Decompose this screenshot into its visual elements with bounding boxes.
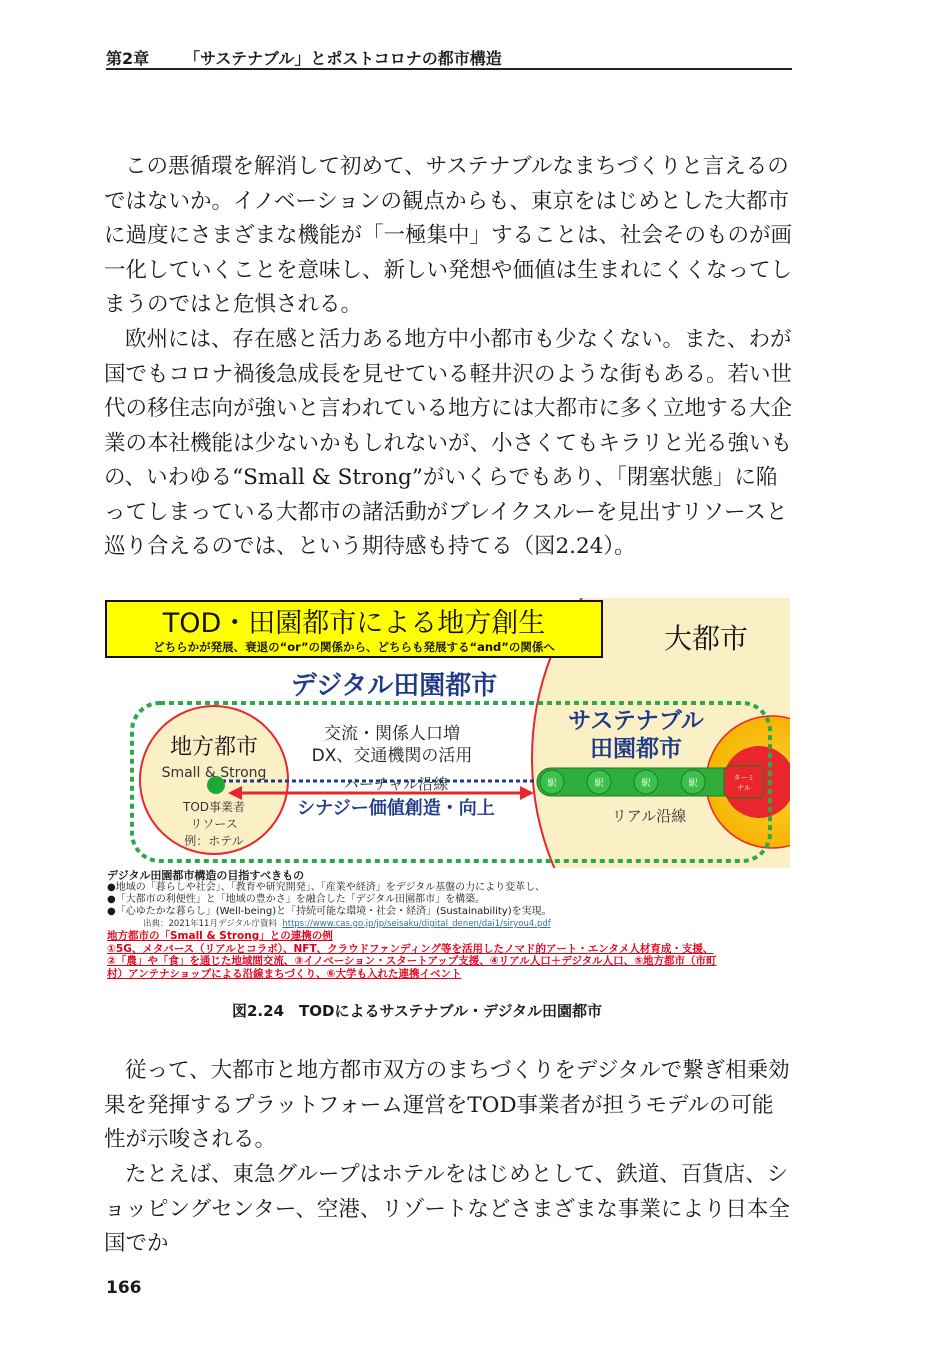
station-label-4: 駅: [688, 779, 698, 789]
local-city-label: 地方都市: [169, 735, 259, 760]
chapter-title: 「サステナブル」とポストコロナの都市構造: [184, 49, 502, 68]
station-label-3: 駅: [641, 779, 651, 789]
source-link[interactable]: https://www.cas.go.jp/jp/seisaku/digital_denen/dai1/siryou4.pdf: [282, 919, 551, 929]
goal-item-3: ●「心ゆたかな暮らし」(Well-being)と「持続可能な環境・社会・経済」(Sustainability)を実現。: [107, 906, 552, 917]
exchange-label-2: DX、交通機関の活用: [311, 746, 473, 766]
figure-title: TOD・田園都市による地方創生: [162, 608, 546, 639]
sustainable-label-2: 田園都市: [590, 736, 682, 762]
big-city-label: 大都市: [663, 622, 749, 655]
goals-heading: デジタル田園都市構造の目指すべきもの: [107, 869, 305, 882]
collab-line-1: ①5G、メタバース（リアルとコラボ）、NFT、クラウドファンディング等を活用したノマド的アート・エンタメ人材育成・支援、: [107, 942, 714, 955]
tod-label-3: 例：ホテル: [184, 834, 244, 848]
virtual-line-label: バーチャル沿線: [343, 775, 449, 793]
source-label: 出典：2021年11月デジタル庁資料: [143, 919, 277, 929]
source-note: [107, 918, 717, 930]
digital-label: デジタル田園都市: [290, 671, 498, 701]
sustainable-label-1: サステナブル: [568, 708, 704, 734]
real-line-label: リアル沿線: [611, 807, 687, 825]
figure-subtitle: どちらかが発展、衰退の“or”の関係から、どちらも発展する“and”の関係へ: [153, 640, 555, 654]
collab-line-3: 村）アンテナショップによる沿線まちづくり、⑥大学も入れた連携イベント: [107, 967, 462, 980]
synergy-label: シナジー価値創造・向上: [297, 798, 495, 819]
goal-item-1: ●地域の「暮らしや社会」、「教育や研究開発」、「産業や経済」をデジタル基盤の力により変革し、: [107, 882, 546, 893]
exchange-label-1: 交流・関係人口増: [324, 724, 460, 744]
body-paragraph-3: 従って、大都市と地方都市双方のまちづくりをデジタルで繋ぎ相乗効果を発揮するプラットフォーム運営をTOD事業者が担うモデルの可能性が示唆される。: [104, 1058, 790, 1152]
tod-label-2: リソース: [190, 817, 238, 831]
figure-2-24: [104, 598, 790, 988]
body-paragraph-2: 欧州には、存在感と活力ある地方中小都市も少なくない。また、わが国でもコロナ禍後急成長を見せている軽井沢のような街もある。若い世代の移住志向が強いと言われている地方には大都市に多く立地する大企業の本社機能は少ないかもしれないが、小さくてもキラリと光る強いもの、いわゆる“Small & Strong”がいくらでもあり、「閉塞状態」に陥ってしまっている大都市の諸活動がブレイクスルーを見出すリソースと巡り合えるのでは、という期待感も持てる（図2.24）。: [104, 327, 793, 559]
arrow-head-right: [520, 786, 534, 800]
running-header: [106, 44, 792, 70]
terminal-box: [724, 766, 764, 798]
collab-heading: 地方都市の「Small & Strong」との連携の例: [107, 930, 333, 942]
station-label-2: 駅: [594, 779, 604, 789]
terminal-label-1: ターミ: [733, 774, 755, 782]
body-paragraph-4: たとえば、東急グループはホテルをはじめとして、鉄道、百貨店、ショッピングセンター、空港、リゾートなどさまざまな事業により日本全国でか: [104, 1162, 790, 1256]
page-number: 166: [106, 1278, 142, 1298]
collab-line-2: ②「農」や「食」を通じた地域間交流、③イノベーション・スタートアップ支援、④リアル人口＋デジタル人口、⑤地方都市（市町: [107, 955, 717, 967]
figure-notes: [107, 870, 717, 980]
station-label-1: 駅: [547, 779, 557, 789]
goal-item-2: ●「大都市の利便性」と「地域の豊かさ」を融合した「デジタル田園都市」を構築。: [107, 894, 486, 905]
chapter-label: 第2章: [106, 49, 150, 68]
small-strong-label: Small & Strong: [161, 765, 267, 781]
figure-diagram: [104, 598, 790, 868]
tod-label-1: TOD事業者: [182, 800, 246, 814]
terminal-label-2: ナル: [737, 784, 751, 792]
figure-caption: 図2.24 TODによるサステナブル・デジタル田園都市: [232, 1002, 603, 1020]
body-paragraph-1: この悪循環を解消して初めて、サステナブルなまちづくりと言えるのではないか。イノベーションの観点からも、東京をはじめとした大都市に過度にさまざまな機能が「一極集中」することは、社会そのものが画一化していくことを意味し、新しい発想や価値は生まれにくくなってしまうのではと危惧される。: [104, 154, 793, 317]
